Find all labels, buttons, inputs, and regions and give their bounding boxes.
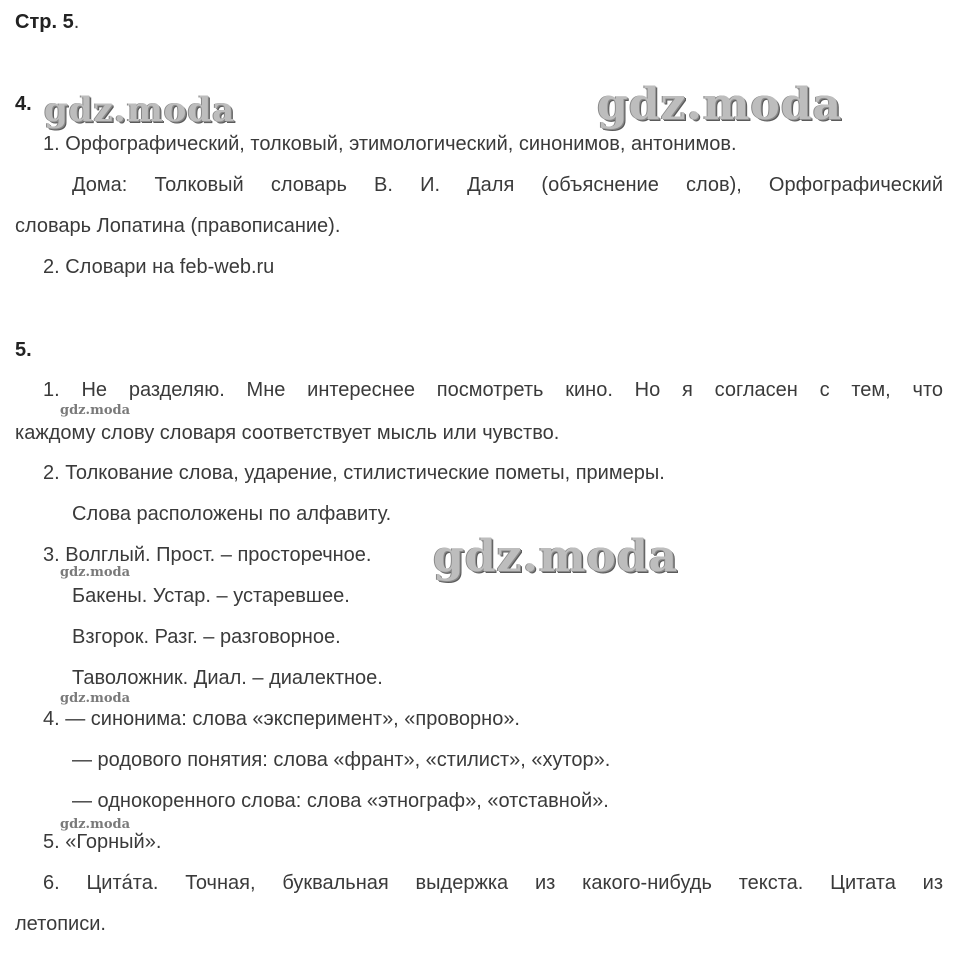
task-4-line-2b: словарь Лопатина (правописание). [15,215,341,237]
watermark-logo-small: gdz.moda [60,565,131,580]
task-5-line-1b: каждому слову словаря соответствует мысль или чувство. [15,422,560,444]
task-5-line-3a: 3. Волглый. Прост. – просторечное. [43,544,372,566]
task-5-line-2b: Слова расположены по алфавиту. [72,503,392,525]
watermark-logo: gdz.moda [597,79,843,130]
task-4-line-2a: Дома: Толковый словарь В. И. Даля (объяснение слов), Орфографический [72,174,943,196]
watermark-logo: gdz.moda [44,90,236,130]
task-5-line-2: 2. Толкование слова, ударение, стилистические пометы, примеры. [43,462,665,484]
watermark-logo-small: gdz.moda [60,691,131,706]
task-5-line-4b: — родового понятия: слова «франт», «стилист», «хутор». [72,749,611,771]
task-5-number: 5. [15,339,32,361]
task-5-line-6b: летописи. [15,913,106,935]
task-5-line-4c: — однокоренного слова: слова «этнограф», «отставной». [72,790,609,812]
task-5-line-6a: 6. Цитáта. Точная, буквальная выдержка из какого-нибудь текста. Цитата из [43,872,943,894]
task-5-line-3c: Взгорок. Разг. – разговорное. [72,626,341,648]
page-header-dot: . [73,11,80,33]
task-5-line-4a: 4. — синонима: слова «эксперимент», «проворно». [43,708,520,730]
task-4-number: 4. [15,93,32,115]
task-5-paragraph-6 [15,871,943,895]
page-header-label: Стр. 5 [15,11,74,33]
task-5-line-5: 5. «Горный». [43,831,162,853]
task-5-line-3b: Бакены. Устар. – устаревшее. [72,585,350,607]
watermark-logo-small: gdz.moda [60,403,131,418]
task-5-line-1a: 1. Не разделяю. Мне интереснее посмотреть кино. Но я согласен с тем, что [43,379,943,401]
page-header [15,10,79,34]
task-5-line-3d: Таволожник. Диал. – диалектное. [72,667,383,689]
watermark-logo: gdz.moda [433,531,679,582]
task-5-paragraph-1 [15,378,943,402]
task-4-line-1: 1. Орфографический, толковый, этимологический, синонимов, антонимов. [43,133,737,155]
watermark-logo-small: gdz.moda [60,817,131,832]
task-4-line-3: 2. Словари на feb-web.ru [43,256,275,278]
task-4-paragraph-2 [15,173,943,197]
